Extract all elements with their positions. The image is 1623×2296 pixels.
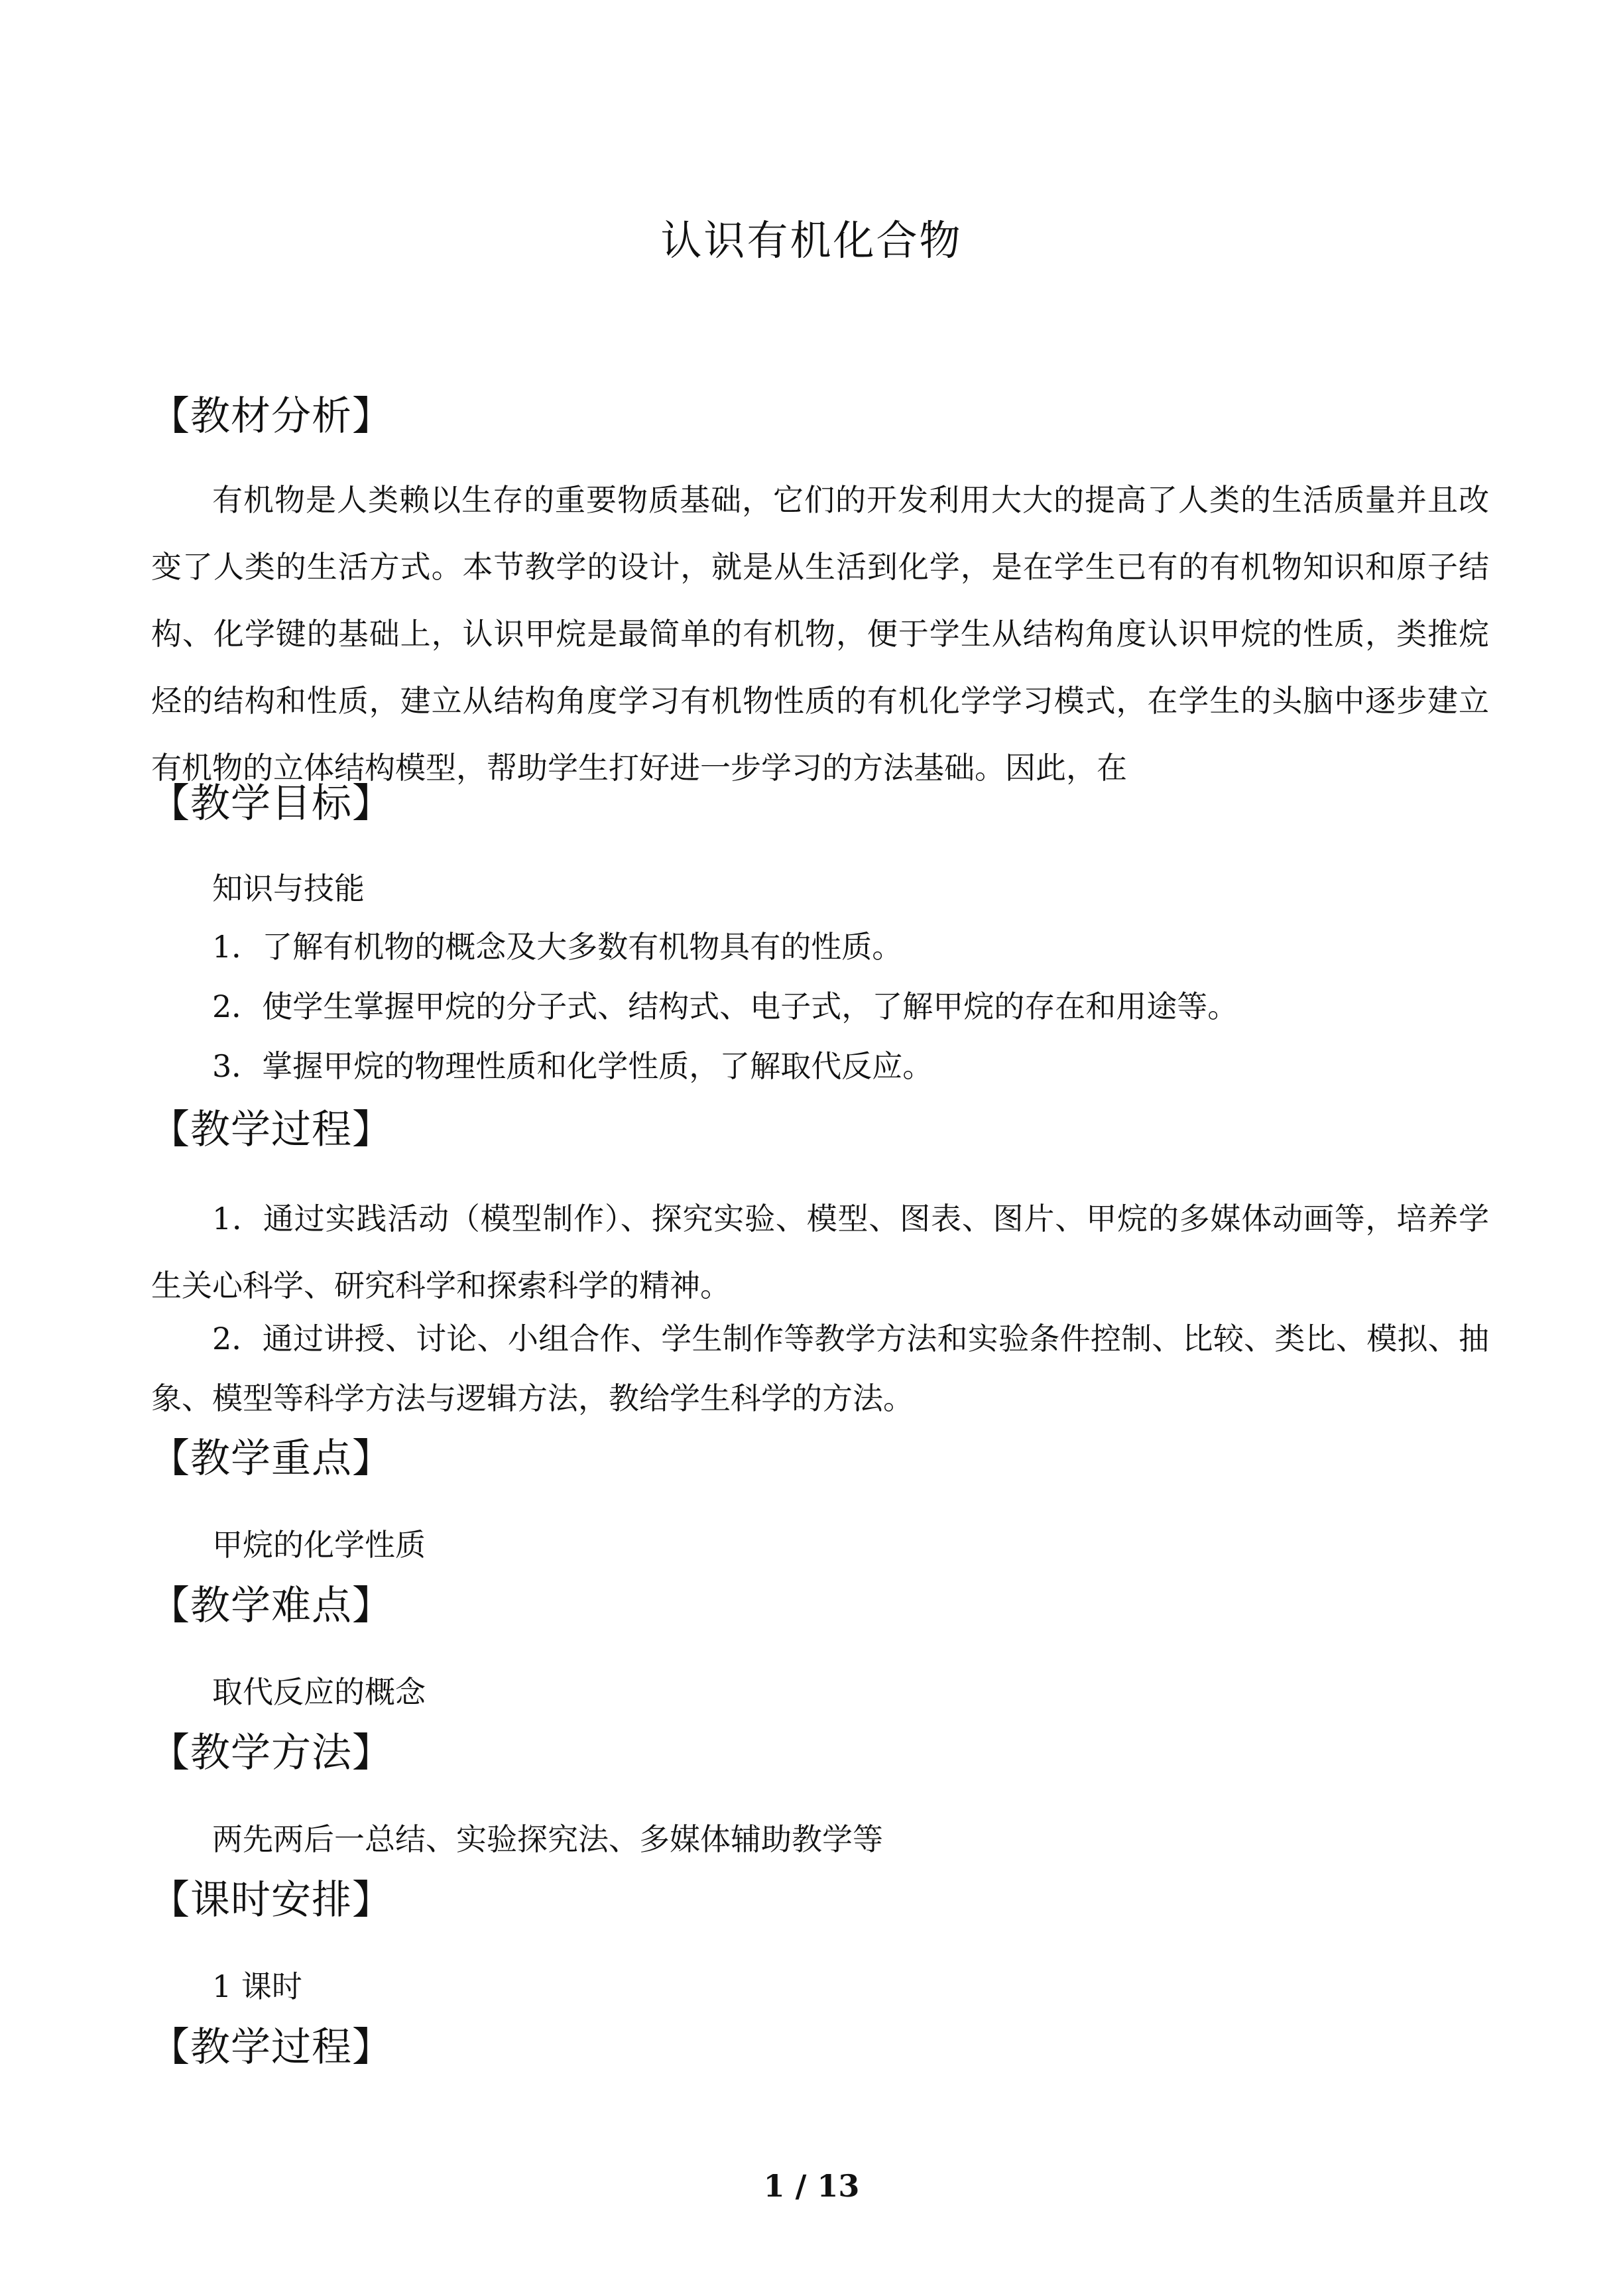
goals-item-2: 2．使学生掌握甲烷的分子式、结构式、电子式，了解甲烷的存在和用途等。	[212, 989, 1238, 1024]
key-points-text: 甲烷的化学性质	[212, 1527, 426, 1563]
heading-analysis: 【教材分析】	[150, 393, 392, 440]
heading-difficulties: 【教学难点】	[150, 1583, 392, 1629]
goals-subheading: 知识与技能	[212, 871, 365, 906]
methods-text: 两先两后一总结、实验探究法、多媒体辅助教学等	[212, 1821, 883, 1857]
heading-schedule: 【课时安排】	[150, 1877, 392, 1923]
paragraph-process-2: 2．通过讲授、讨论、小组合作、学生制作等教学方法和实验条件控制、比较、类比、模拟、抽象、模型等科学方法与逻辑方法，教给学生科学的方法。	[151, 1321, 1489, 1416]
difficulties-text: 取代反应的概念	[212, 1674, 426, 1710]
goals-item-1: 1．了解有机物的概念及大多数有机物具有的性质。	[212, 929, 903, 965]
heading-methods: 【教学方法】	[150, 1730, 392, 1776]
paragraph-analysis: 有机物是人类赖以生存的重要物质基础，它们的开发利用大大的提高了人类的生活质量并且改变了人类的生活方式。本节教学的设计，就是从生活到化学，是在学生已有的有机物知识和原子结构、化学键的基础上，认识甲烷是最简单的有机物，便于学生从结构角度认识甲烷的性质，类推烷烃的结构和性质，建立从结构角度学习有机物性质的有机化学学习模式，在学生的头脑中逐步建立有机物的立体结构模型，帮助学生打好进一步学习的方法基础。因此，在	[151, 482, 1489, 786]
heading-key-points: 【教学重点】	[150, 1435, 392, 1482]
heading-process-2: 【教学过程】	[150, 2024, 392, 2071]
heading-process: 【教学过程】	[150, 1107, 392, 1153]
paragraph-process-1: 1．通过实践活动（模型制作）、探究实验、模型、图表、图片、甲烷的多媒体动画等，培养学生关心科学、研究科学和探索科学的精神。	[151, 1201, 1489, 1303]
page-number: 1 / 13	[763, 2168, 860, 2204]
document-title: 认识有机化合物	[660, 216, 963, 265]
schedule-text: 1 课时	[212, 1968, 302, 2004]
heading-goals: 【教学目标】	[150, 780, 392, 827]
goals-item-3: 3．掌握甲烷的物理性质和化学性质，了解取代反应。	[212, 1048, 933, 1084]
